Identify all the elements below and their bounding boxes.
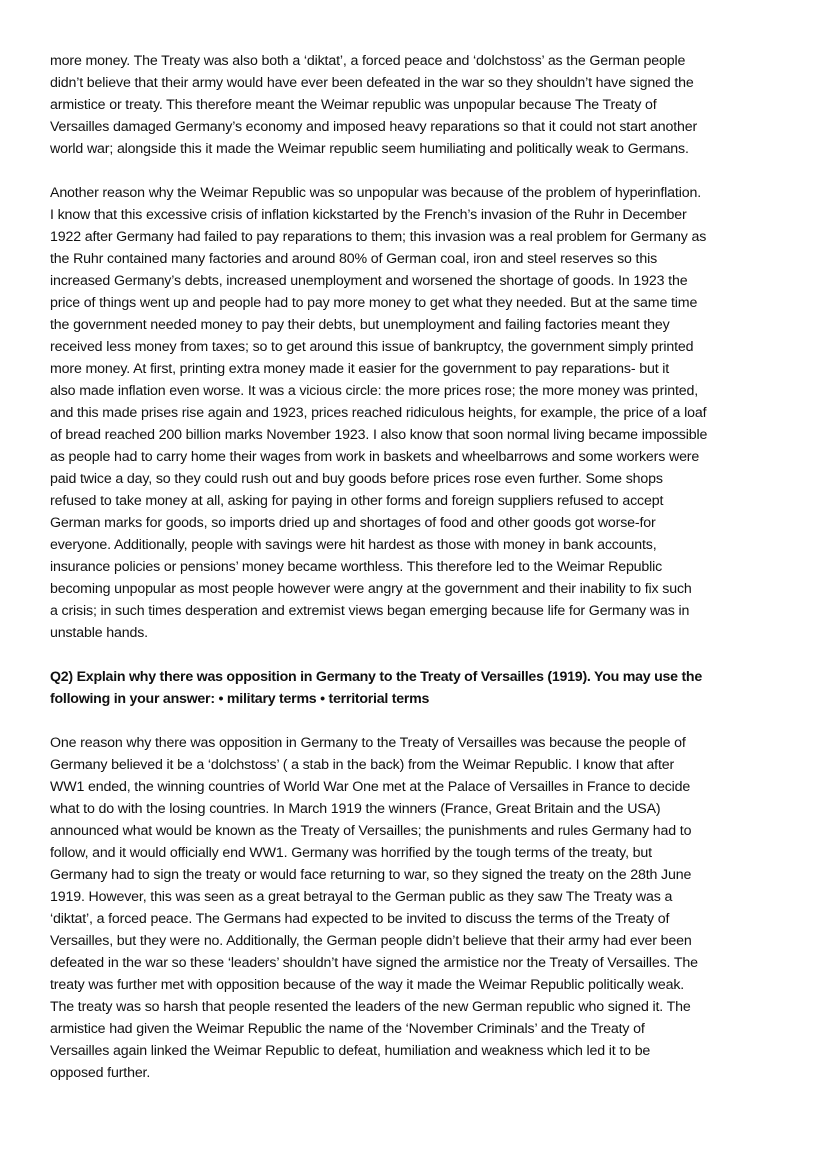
text-line: 1919. However, this was seen as a great betrayal to the German public as they saw The Treaty was a — [50, 889, 673, 905]
text-line: defeated in the war so these ‘leaders’ shouldn’t have signed the armistice nor the Treaty of Versailles. The — [50, 955, 698, 971]
text-line: German marks for goods, so imports dried up and shortages of food and other goods got worse-for — [50, 515, 656, 531]
text-line: didn’t believe that their army would have ever been defeated in the war so they shouldn’t have signed the — [50, 75, 694, 91]
text-line: the Ruhr contained many factories and around 80% of German coal, iron and steel reserves so this — [50, 251, 658, 267]
text-line: received less money from taxes; so to get around this issue of bankruptcy, the government simply printed — [50, 339, 694, 355]
text-line: insurance policies or pensions’ money became worthless. This therefore led to the Weimar Republic — [50, 559, 663, 575]
text-line: armistice or treaty. This therefore meant the Weimar republic was unpopular because The Treaty of — [50, 97, 657, 113]
text-line: follow, and it would officially end WW1. Germany was horrified by the tough terms of the treaty, but — [50, 845, 652, 861]
text-line: Another reason why the Weimar Republic was so unpopular was because of the problem of hyperinflation. — [50, 185, 701, 201]
question-2-heading — [50, 666, 790, 710]
text-line: world war; alongside this it made the Weimar republic seem humiliating and politically weak to Germans. — [50, 141, 689, 157]
text-line: I know that this excessive crisis of inflation kickstarted by the French’s invasion of the Ruhr in December — [50, 207, 687, 223]
text-line: treaty was further met with opposition because of the way it made the Weimar Republic politically weak. — [50, 977, 685, 993]
heading-line: Q2) Explain why there was opposition in Germany to the Treaty of Versailles (1919). You may use the — [50, 669, 702, 685]
text-line: announced what would be known as the Treaty of Versailles; the punishments and rules Germany had to — [50, 823, 692, 839]
text-line: and this made prises rise again and 1923, prices reached ridiculous heights, for example, the price of a loaf — [50, 405, 707, 421]
text-line: the government needed money to pay their debts, but unemployment and failing factories meant they — [50, 317, 670, 333]
paragraph-hyperinflation — [50, 182, 790, 644]
text-line: more money. The Treaty was also both a ‘diktat’, a forced peace and ‘dolchstoss’ as the German people — [50, 53, 686, 69]
text-line: One reason why there was opposition in Germany to the Treaty of Versailles was because the people of — [50, 735, 686, 751]
text-line: also made inflation even worse. It was a vicious circle: the more prices rose; the more money was printed, — [50, 383, 699, 399]
text-line: Germany believed it be a ‘dolchstoss’ ( a stab in the back) from the Weimar Republic. I know that after — [50, 757, 675, 773]
text-line: 1922 after Germany had failed to pay reparations to them; this invasion was a real problem for Germany as — [50, 229, 707, 245]
text-line: ‘diktat’, a forced peace. The Germans had expected to be invited to discuss the terms of the Treaty of — [50, 911, 670, 927]
text-line: unstable hands. — [50, 625, 148, 641]
text-line: a crisis; in such times desperation and extremist views began emerging because life for Germany was in — [50, 603, 690, 619]
paragraph-treaty-conclusion — [50, 50, 790, 160]
text-line: refused to take money at all, asking for paying in other forms and foreign suppliers refused to accept — [50, 493, 664, 509]
document-page — [50, 50, 790, 1106]
text-line: Versailles, but they were no. Additionally, the German people didn’t believe that their army had ever been — [50, 933, 692, 949]
text-line: price of things went up and people had to pay more money to get what they needed. But at the same time — [50, 295, 698, 311]
text-line: of bread reached 200 billion marks November 1923. I also know that soon normal living became impossible — [50, 427, 708, 443]
text-line: everyone. Additionally, people with savings were hit hardest as those with money in bank accounts, — [50, 537, 657, 553]
text-line: The treaty was so harsh that people resented the leaders of the new German republic who signed it. The — [50, 999, 691, 1015]
text-line: becoming unpopular as most people however were angry at the government and their inability to fix such — [50, 581, 692, 597]
heading-line: following in your answer: • military terms • territorial terms — [50, 691, 430, 707]
text-line: more money. At first, printing extra money made it easier for the government to pay reparations- but it — [50, 361, 670, 377]
text-line: as people had to carry home their wages from work in baskets and wheelbarrows and some workers were — [50, 449, 700, 465]
text-line: Germany had to sign the treaty or would face returning to war, so they signed the treaty on the 28th June — [50, 867, 692, 883]
text-line: armistice had given the Weimar Republic the name of the ‘November Criminals’ and the Treaty of — [50, 1021, 645, 1037]
text-line: opposed further. — [50, 1065, 151, 1081]
text-line: Versailles again linked the Weimar Republic to defeat, humiliation and weakness which led it to be — [50, 1043, 651, 1059]
paragraph-q2-answer — [50, 732, 790, 1084]
text-line: paid twice a day, so they could rush out and buy goods before prices rose even further. Some shops — [50, 471, 663, 487]
text-line: increased Germany’s debts, increased unemployment and worsened the shortage of goods. In 1923 the — [50, 273, 688, 289]
text-line: WW1 ended, the winning countries of World War One met at the Palace of Versailles in France to decide — [50, 779, 691, 795]
text-line: what to do with the losing countries. In March 1919 the winners (France, Great Britain and the USA) — [50, 801, 661, 817]
text-line: Versailles damaged Germany’s economy and imposed heavy reparations so that it could not start another — [50, 119, 698, 135]
